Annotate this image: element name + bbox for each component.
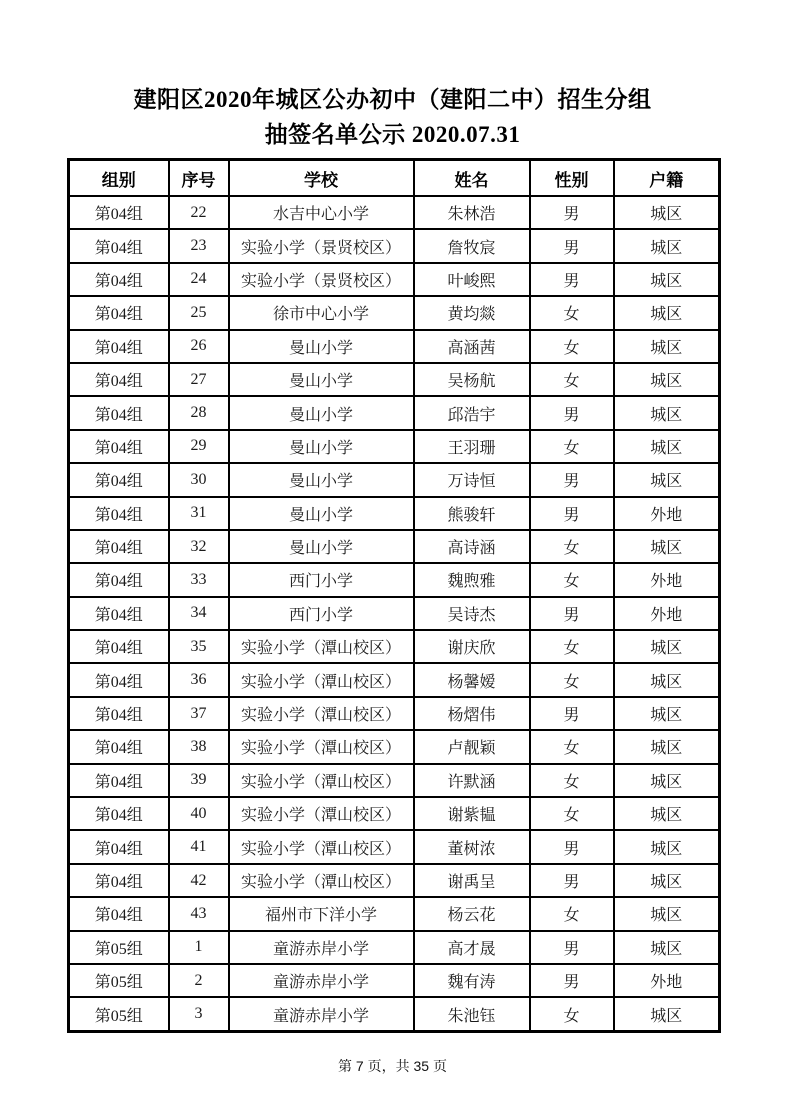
cell-group: 第05组	[69, 964, 169, 997]
cell-school: 曼山小学	[229, 530, 414, 563]
cell-group: 第04组	[69, 730, 169, 763]
col-header-group: 组别	[69, 160, 169, 197]
cell-group: 第04组	[69, 764, 169, 797]
cell-gender: 女	[530, 797, 614, 830]
table-row	[69, 897, 720, 930]
cell-hukou: 城区	[614, 931, 720, 964]
cell-group: 第04组	[69, 630, 169, 663]
cell-school: 曼山小学	[229, 330, 414, 363]
cell-hukou: 城区	[614, 263, 720, 296]
cell-serial: 3	[169, 997, 229, 1031]
cell-name: 万诗恒	[414, 463, 530, 496]
cell-hukou: 城区	[614, 997, 720, 1031]
cell-serial: 33	[169, 563, 229, 596]
cell-gender: 女	[530, 363, 614, 396]
cell-gender: 女	[530, 997, 614, 1031]
cell-group: 第04组	[69, 597, 169, 630]
cell-gender: 女	[530, 897, 614, 930]
table-row	[69, 196, 720, 229]
cell-hukou: 城区	[614, 296, 720, 329]
cell-gender: 女	[530, 330, 614, 363]
cell-hukou: 城区	[614, 363, 720, 396]
cell-serial: 32	[169, 530, 229, 563]
cell-school: 西门小学	[229, 563, 414, 596]
cell-school: 徐市中心小学	[229, 296, 414, 329]
cell-serial: 38	[169, 730, 229, 763]
cell-serial: 36	[169, 663, 229, 696]
table-row	[69, 430, 720, 463]
table-row	[69, 463, 720, 496]
cell-hukou: 城区	[614, 663, 720, 696]
table-row	[69, 296, 720, 329]
cell-gender: 女	[530, 630, 614, 663]
cell-school: 实验小学（潭山校区）	[229, 697, 414, 730]
cell-hukou: 城区	[614, 396, 720, 429]
cell-gender: 男	[530, 497, 614, 530]
cell-gender: 男	[530, 697, 614, 730]
cell-group: 第04组	[69, 864, 169, 897]
cell-group: 第04组	[69, 296, 169, 329]
cell-gender: 男	[530, 964, 614, 997]
cell-name: 魏煦雅	[414, 563, 530, 596]
cell-school: 西门小学	[229, 597, 414, 630]
cell-hukou: 城区	[614, 430, 720, 463]
table-row	[69, 229, 720, 262]
cell-hukou: 城区	[614, 897, 720, 930]
cell-serial: 40	[169, 797, 229, 830]
cell-name: 邱浩宇	[414, 396, 530, 429]
cell-group: 第04组	[69, 663, 169, 696]
cell-school: 实验小学（潭山校区）	[229, 730, 414, 763]
cell-name: 高涵茜	[414, 330, 530, 363]
cell-group: 第04组	[69, 463, 169, 496]
cell-serial: 30	[169, 463, 229, 496]
cell-group: 第04组	[69, 229, 169, 262]
cell-gender: 男	[530, 463, 614, 496]
cell-hukou: 城区	[614, 530, 720, 563]
cell-name: 谢紫韫	[414, 797, 530, 830]
cell-serial: 27	[169, 363, 229, 396]
cell-school: 曼山小学	[229, 363, 414, 396]
col-header-school: 学校	[229, 160, 414, 197]
cell-name: 谢禹呈	[414, 864, 530, 897]
page-number: 第 7 页，共 35 页	[338, 1058, 447, 1074]
cell-school: 童游赤岸小学	[229, 931, 414, 964]
cell-group: 第04组	[69, 263, 169, 296]
cell-school: 童游赤岸小学	[229, 997, 414, 1031]
table-row	[69, 864, 720, 897]
roster-table-body	[69, 196, 720, 1032]
cell-hukou: 城区	[614, 864, 720, 897]
cell-group: 第04组	[69, 363, 169, 396]
table-row	[69, 797, 720, 830]
cell-serial: 42	[169, 864, 229, 897]
cell-gender: 男	[530, 931, 614, 964]
cell-group: 第04组	[69, 330, 169, 363]
cell-serial: 41	[169, 830, 229, 863]
cell-group: 第04组	[69, 897, 169, 930]
cell-serial: 29	[169, 430, 229, 463]
cell-gender: 女	[530, 530, 614, 563]
cell-hukou: 城区	[614, 730, 720, 763]
table-row	[69, 497, 720, 530]
cell-name: 卢靓颖	[414, 730, 530, 763]
table-row	[69, 697, 720, 730]
cell-name: 叶峻熙	[414, 263, 530, 296]
col-header-hukou: 户籍	[614, 160, 720, 197]
cell-hukou: 外地	[614, 964, 720, 997]
table-row	[69, 396, 720, 429]
cell-name: 吴杨航	[414, 363, 530, 396]
col-header-name: 姓名	[414, 160, 530, 197]
cell-group: 第05组	[69, 997, 169, 1031]
col-header-serial: 序号	[169, 160, 229, 197]
cell-serial: 37	[169, 697, 229, 730]
cell-hukou: 城区	[614, 697, 720, 730]
cell-group: 第04组	[69, 797, 169, 830]
cell-group: 第04组	[69, 830, 169, 863]
table-row	[69, 330, 720, 363]
cell-hukou: 城区	[614, 229, 720, 262]
cell-gender: 男	[530, 229, 614, 262]
cell-name: 詹牧宸	[414, 229, 530, 262]
cell-school: 实验小学（潭山校区）	[229, 797, 414, 830]
cell-gender: 女	[530, 430, 614, 463]
cell-serial: 43	[169, 897, 229, 930]
cell-school: 曼山小学	[229, 463, 414, 496]
cell-hukou: 城区	[614, 196, 720, 229]
cell-school: 实验小学（潭山校区）	[229, 663, 414, 696]
cell-school: 实验小学（景贤校区）	[229, 229, 414, 262]
cell-hukou: 城区	[614, 463, 720, 496]
cell-serial: 34	[169, 597, 229, 630]
cell-school: 曼山小学	[229, 497, 414, 530]
cell-school: 实验小学（潭山校区）	[229, 630, 414, 663]
cell-serial: 22	[169, 196, 229, 229]
cell-serial: 23	[169, 229, 229, 262]
cell-school: 曼山小学	[229, 430, 414, 463]
table-row	[69, 263, 720, 296]
cell-school: 童游赤岸小学	[229, 964, 414, 997]
cell-name: 杨云花	[414, 897, 530, 930]
cell-name: 朱池钰	[414, 997, 530, 1031]
cell-group: 第04组	[69, 396, 169, 429]
cell-serial: 31	[169, 497, 229, 530]
cell-serial: 39	[169, 764, 229, 797]
cell-gender: 女	[530, 563, 614, 596]
table-row	[69, 563, 720, 596]
cell-hukou: 城区	[614, 330, 720, 363]
page-title-line2: 抽签名单公示 2020.07.31	[264, 122, 521, 147]
table-row	[69, 663, 720, 696]
cell-name: 杨馨嫒	[414, 663, 530, 696]
cell-group: 第05组	[69, 931, 169, 964]
cell-name: 朱林浩	[414, 196, 530, 229]
cell-group: 第04组	[69, 697, 169, 730]
table-row	[69, 931, 720, 964]
cell-name: 王羽珊	[414, 430, 530, 463]
cell-group: 第04组	[69, 196, 169, 229]
cell-group: 第04组	[69, 430, 169, 463]
cell-gender: 男	[530, 864, 614, 897]
cell-name: 谢庆欣	[414, 630, 530, 663]
cell-school: 曼山小学	[229, 396, 414, 429]
roster-table-header	[69, 160, 720, 197]
table-row	[69, 597, 720, 630]
cell-gender: 男	[530, 196, 614, 229]
cell-serial: 2	[169, 964, 229, 997]
cell-hukou: 外地	[614, 597, 720, 630]
cell-name: 熊骏轩	[414, 497, 530, 530]
cell-school: 实验小学（潭山校区）	[229, 830, 414, 863]
cell-hukou: 城区	[614, 797, 720, 830]
cell-serial: 24	[169, 263, 229, 296]
cell-hukou: 城区	[614, 630, 720, 663]
table-row	[69, 363, 720, 396]
page-title-line1: 建阳区2020年城区公办初中（建阳二中）招生分组	[133, 87, 652, 112]
cell-group: 第04组	[69, 497, 169, 530]
cell-hukou: 城区	[614, 764, 720, 797]
cell-serial: 35	[169, 630, 229, 663]
cell-gender: 女	[530, 296, 614, 329]
cell-gender: 男	[530, 396, 614, 429]
cell-name: 杨熠伟	[414, 697, 530, 730]
header-row	[69, 160, 720, 197]
cell-school: 实验小学（潭山校区）	[229, 764, 414, 797]
cell-name: 高才晟	[414, 931, 530, 964]
cell-gender: 男	[530, 263, 614, 296]
cell-name: 许默涵	[414, 764, 530, 797]
cell-school: 实验小学（潭山校区）	[229, 864, 414, 897]
cell-group: 第04组	[69, 530, 169, 563]
cell-school: 实验小学（景贤校区）	[229, 263, 414, 296]
table-row	[69, 964, 720, 997]
cell-serial: 25	[169, 296, 229, 329]
table-row	[69, 530, 720, 563]
cell-hukou: 外地	[614, 563, 720, 596]
cell-serial: 1	[169, 931, 229, 964]
cell-gender: 男	[530, 597, 614, 630]
table-row	[69, 830, 720, 863]
cell-name: 高诗涵	[414, 530, 530, 563]
cell-gender: 男	[530, 830, 614, 863]
cell-name: 吴诗杰	[414, 597, 530, 630]
table-row	[69, 630, 720, 663]
cell-serial: 26	[169, 330, 229, 363]
col-header-gender: 性别	[530, 160, 614, 197]
cell-gender: 女	[530, 663, 614, 696]
roster-table	[67, 158, 721, 1033]
table-row	[69, 764, 720, 797]
cell-hukou: 城区	[614, 830, 720, 863]
table-row	[69, 997, 720, 1031]
cell-hukou: 外地	[614, 497, 720, 530]
cell-name: 魏有涛	[414, 964, 530, 997]
cell-school: 福州市下洋小学	[229, 897, 414, 930]
table-row	[69, 730, 720, 763]
cell-group: 第04组	[69, 563, 169, 596]
cell-gender: 女	[530, 764, 614, 797]
cell-name: 董树浓	[414, 830, 530, 863]
cell-school: 水吉中心小学	[229, 196, 414, 229]
page-title	[0, 82, 785, 152]
cell-serial: 28	[169, 396, 229, 429]
cell-gender: 女	[530, 730, 614, 763]
cell-name: 黄均燚	[414, 296, 530, 329]
